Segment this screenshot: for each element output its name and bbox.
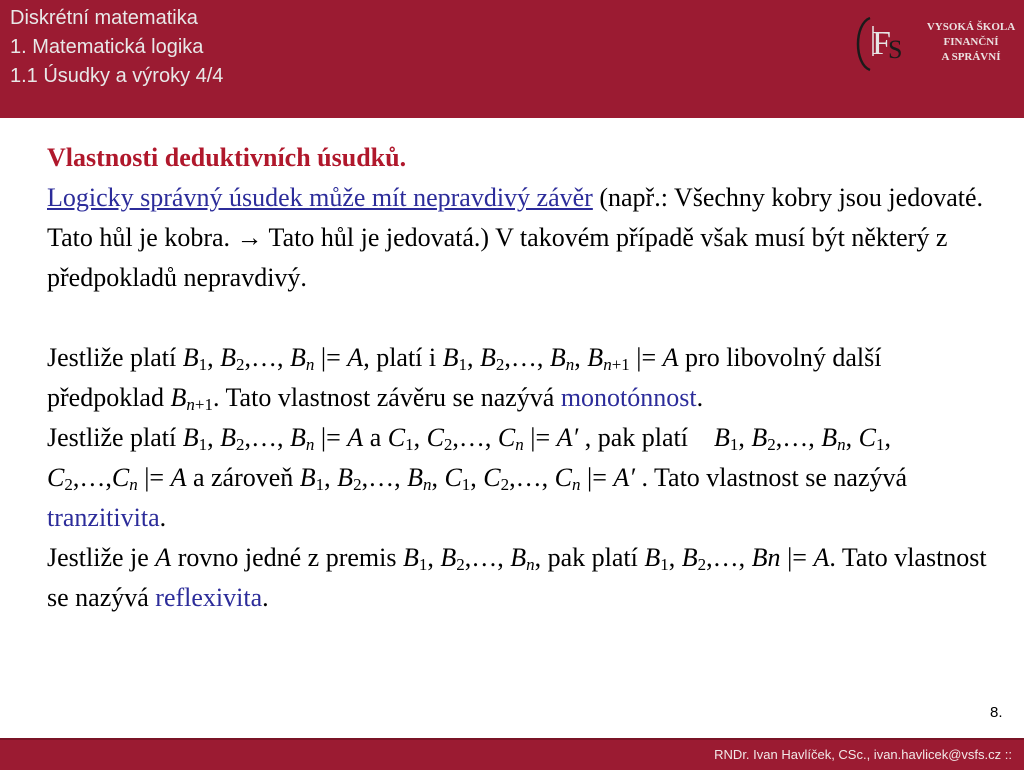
transitivity-paragraph: Jestliže platí $B_1$, $B_2,\dots$, $B_n$ |= A a $C_1$, $C_2,\dots$, $C_n$ |= A′ , pak platí $B_1$, $B_2,\dots$, $B_n$, $C_1$, $C_2,\dots,C_n$ |= A a zároveň $B_1$, $B_2,\dots$, $B_n$, $C_1$, $C_2,\dots$, $C_n$ |= A′ . Tato vlastnost se nazývá tranzitivita. bbox=[47, 423, 908, 532]
reflexivity-paragraph: Jestliže je A rovno jedné z premis $B_1$, $B_2,\dots$, $B_n$, pak platí $B_1$, $B_2,\dots$, Bn |= A. Tato vlastnost se nazývá reflexivita. bbox=[47, 543, 987, 612]
monotonicity-paragraph: Jestliže platí $B_1$, $B_2,\dots$, $B_n$ |= A, platí i $B_1$, $B_2,\dots$, $B_n$, $B_{n+1}$ |= A pro libovolný další předpoklad $B_{n+1}$. Tato vlastnost závěru se nazývá monotónnost. bbox=[47, 343, 882, 414]
slide-content bbox=[47, 138, 987, 618]
intro-text: (např.: Všechny kobry jsou jedovaté. Tato hůl je kobra. → Tato hůl je jedovatá.) V takovém případě však musí být některý z předpokladů nepravdivý. bbox=[47, 183, 983, 292]
paragraph-gap bbox=[47, 298, 987, 338]
author-contact: RNDr. Ivan Havlíček, CSc., ivan.havlicek@vsfs.cz :: bbox=[714, 747, 1012, 762]
term-reflexivita: reflexivita bbox=[155, 583, 263, 612]
page-number: 8. bbox=[990, 704, 1003, 721]
school-logo-text bbox=[925, 20, 1017, 65]
intro-paragraph bbox=[47, 138, 987, 298]
course-title: Diskrétní matematika bbox=[10, 7, 198, 29]
slide-heading: Vlastnosti deduktivních úsudků. bbox=[47, 143, 407, 172]
section-title: 1.1 Úsudky a výroky 4/4 bbox=[10, 65, 224, 87]
svg-text:F: F bbox=[872, 25, 891, 62]
logo-line-2: FINANČNÍ bbox=[943, 36, 999, 48]
slide-footer bbox=[0, 738, 1024, 770]
header-breadcrumb bbox=[10, 4, 223, 91]
chapter-title: 1. Matematická logika bbox=[10, 36, 204, 58]
term-tranzitivita: tranzitivita bbox=[47, 503, 160, 532]
school-logo bbox=[852, 12, 1017, 76]
logo-line-1: VYSOKÁ ŠKOLA bbox=[926, 21, 1016, 33]
term-monotonnost: monotónnost bbox=[560, 383, 697, 412]
logical-correctness-link[interactable]: Logicky správný úsudek může mít nepravdivý závěr bbox=[47, 183, 593, 212]
svg-text:S: S bbox=[888, 35, 903, 64]
logo-line-3: A SPRÁVNÍ bbox=[941, 51, 1001, 63]
slide-header bbox=[0, 0, 1024, 118]
school-logo-emblem bbox=[852, 12, 924, 76]
